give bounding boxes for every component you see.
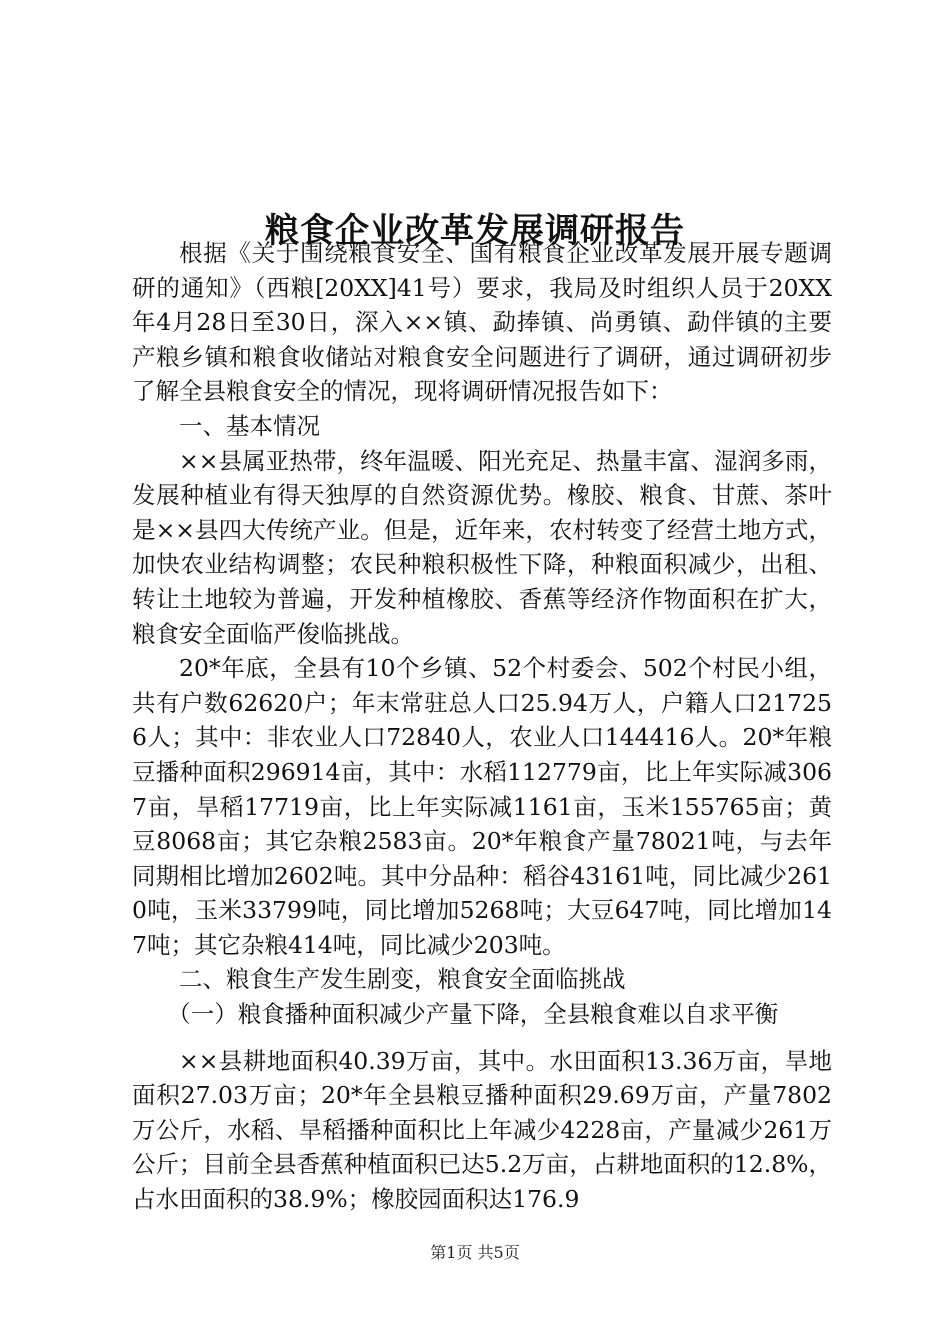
paragraph-farmland: ××县耕地面积40.39万亩，其中。水田面积13.36万亩，旱地面积27.03万亩；20*年全县粮豆播种面积29.69万亩，产量7802万公斤，水稻、旱稻播种面积比上年减少4228亩，产量减少261万公斤；目前全县香蕉种植面积已达5.2万亩，占耕地面积的12.8%，占水田面积的38.9%；橡胶园面积达176.9 — [132, 1046, 832, 1214]
page-number-footer: 第1页 共5页 — [430, 1243, 520, 1262]
section-heading-production-change: 二、粮食生产发生剧变，粮食安全面临挑战 — [179, 965, 626, 994]
paragraph-basic-situation: ××县属亚热带，终年温暖、阳光充足、热量丰富、湿润多雨，发展种植业有得天独厚的自然资源优势。橡胶、粮食、甘蔗、茶叶是××县四大传统产业。但是，近年来，农村转变了经营土地方式，加快农业结构调整；农民种粮积极性下降，种粮面积减少，出租、转让土地较为普遍，开发种植橡胶、香蕉等经济作物面积在扩大，粮食安全面临严俊临挑战。 — [132, 446, 832, 648]
document-body — [132, 236, 832, 1217]
paragraph-intro: 根据《关于围绕粮食安全、国有粮食企业改革发展开展专题调研的通知》（西粮[20XX]41号）要求，我局及时组织人员于20XX年4月28日至30日，深入××镇、勐捧镇、尚勇镇、勐伴镇的主要产粮乡镇和粮食收储站对粮食安全问题进行了调研，通过调研初步了解全县粮食安全的情况，现将调研情况报告如下： — [132, 239, 832, 406]
subsection-heading-area-decrease: （一）粮食播种面积减少产量下降，全县粮食难以自求平衡 — [167, 1000, 779, 1029]
section-heading-basic-situation: 一、基本情况 — [179, 411, 320, 440]
paragraph-statistics: 20*年底，全县有10个乡镇、52个村委会、502个村民小组，共有户数62620户；年末常驻总人口25.94万人，户籍人口217256人；其中：非农业人口72840人，农业人口144416人。20*年粮豆播种面积296914亩，其中：水稻112779亩，比上年实际减3067亩，旱稻17719亩，比上年实际减1161亩，玉米155765亩；黄豆8068亩；其它杂粮2583亩。20*年粮食产量78021吨，与去年同期相比增加2602吨。其中分品种：稻谷43161吨，同比减少2610吨，玉米33799吨，同比增加5268吨；大豆647吨，同比增加147吨；其它杂粮414吨，同比减少203吨。 — [132, 654, 832, 959]
document-title: 粮食企业改革发展调研报告 — [265, 210, 685, 251]
